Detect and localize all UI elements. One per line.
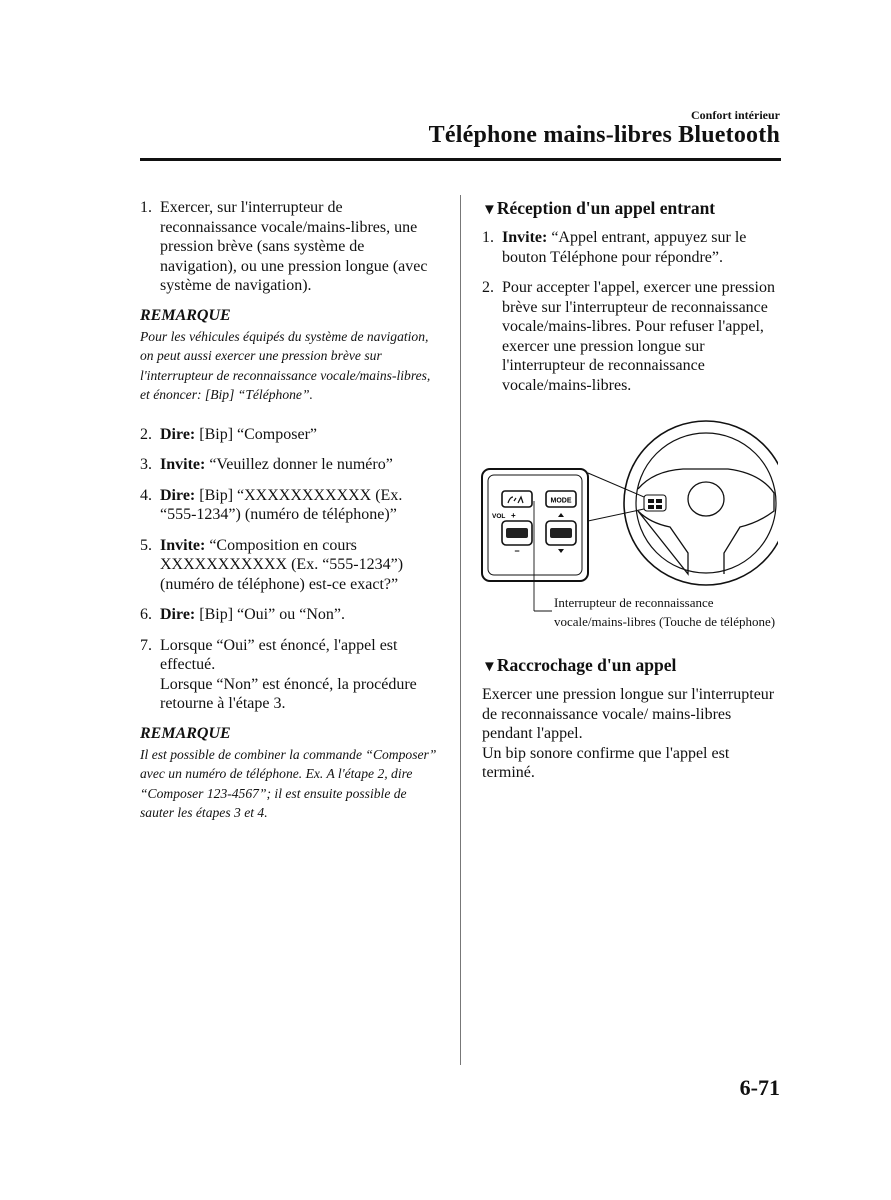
step-7 [140,636,440,714]
wheel-switch [648,505,654,509]
section-heading-incoming-call: ▼Réception d'un appel entrant [482,198,716,218]
paragraph: Un bip sonore confirme que l'appel est terminé. [482,744,730,781]
step-1 [140,198,440,296]
step-number: 1. [482,229,494,246]
figure-caption: Interrupteur de reconnaissance vocale/mains-libres (Touche de téléphone) [554,595,776,629]
triangle-down-icon: ▼ [482,659,497,675]
step-text: [Bip] “Oui” ou “Non”. [195,606,345,623]
step-number: 6. [140,606,152,623]
header-rule [140,158,781,161]
vol-plus: + [511,511,516,520]
paragraph: Exercer une pression longue sur l'interrupteur de reconnaissance vocale/ mains-libres pendant l'appel. [482,686,775,742]
wheel-hub [688,482,724,516]
step-label: Dire: [160,486,196,504]
step-1 [482,228,782,267]
step-text: “Composition en cours XXXXXXXXXXX (Ex. “555-1234”) (numéro de téléphone) est-ce exact?” [160,536,404,593]
step-number: 5. [140,536,152,554]
steering-wheel-figure [478,411,782,643]
step-label: Dire: [160,606,196,623]
step-text: Exercer, sur l'interrupteur de reconnaissance vocale/mains-libres, une pression brève (sans système de navigation), ou une pression longue (avec système de navigation). [160,199,428,294]
wheel-switch [656,505,662,509]
zoom-line [588,473,644,497]
step-5 [140,536,440,595]
step-label: Dire: [160,425,196,443]
remark-text: Pour les véhicules équipés du système de navigation, on peut aussi exercer une pression brève sur l'interrupteur de reconnaissance vocale/mains-libres, et énoncer: [Bip] “Téléphone”. [140,328,431,402]
step-text-line1: Lorsque “Oui” est énoncé, l'appel est effectué. [160,636,398,673]
volume-rocker-grip [506,528,528,538]
voice-phone-button [502,491,532,507]
vol-minus: − [514,546,520,556]
step-number: 1. [140,199,152,216]
step-text: [Bip] “Composer” [195,425,317,443]
wheel-switch [648,499,654,503]
left-column [140,198,440,843]
remark-title: REMARQUE [140,724,231,742]
remark-title: REMARQUE [140,306,231,324]
step-6 [140,605,440,625]
page-title: Téléphone mains-libres Bluetooth [428,122,780,148]
step-2 [140,425,440,445]
step-number: 2. [482,279,494,296]
vol-label: VOL [492,513,506,520]
step-text: “Veuillez donner le numéro” [205,456,393,473]
step-text: “Appel entrant, appuyez sur le bouton Téléphone pour répondre”. [502,229,747,266]
step-label: Invite: [160,456,206,473]
seek-rocker-grip [550,528,572,538]
wheel-switch-group [644,495,666,511]
right-column [482,198,782,783]
step-2 [482,278,782,395]
step-label: Invite: [502,229,548,246]
step-3 [140,455,440,475]
page-number: 6-71 [739,1075,780,1100]
step-text-line2: Lorsque “Non” est énoncé, la procédure retourne à l'étape 3. [160,675,417,712]
step-4 [140,486,440,525]
step-number: 3. [140,456,152,473]
mode-label: MODE [550,497,572,505]
header-section-label: Confort intérieur [691,108,780,122]
step-label: Invite: [160,536,206,554]
remark-text: Il est possible de combiner la commande “Composer” avec un numéro de téléphone. Ex. A l'étape 2, dire “Composer 123-4567”; il est ensuite possible de sauter les étapes 3 et 4. [140,746,437,820]
column-divider [460,195,461,1065]
step-text: [Bip] “XXXXXXXXXXX (Ex. “555-1234”) (numéro de téléphone)” [160,486,403,523]
section-heading-hang-up: ▼Raccrochage d'un appel [482,655,677,675]
wheel-spokes [638,469,774,574]
wheel-switch [656,499,662,503]
zoom-line [588,509,644,521]
step-text: Pour accepter l'appel, exercer une pression brève sur l'interrupteur de reconnaissance vocale/mains-libres. Pour refuser l'appel, exercer une pression longue sur l'interrupteur de reconnaissance vocale/mains-libres. [502,279,775,394]
step-number: 7. [140,636,152,654]
step-number: 4. [140,486,152,504]
step-number: 2. [140,425,152,443]
triangle-down-icon: ▼ [482,202,497,218]
